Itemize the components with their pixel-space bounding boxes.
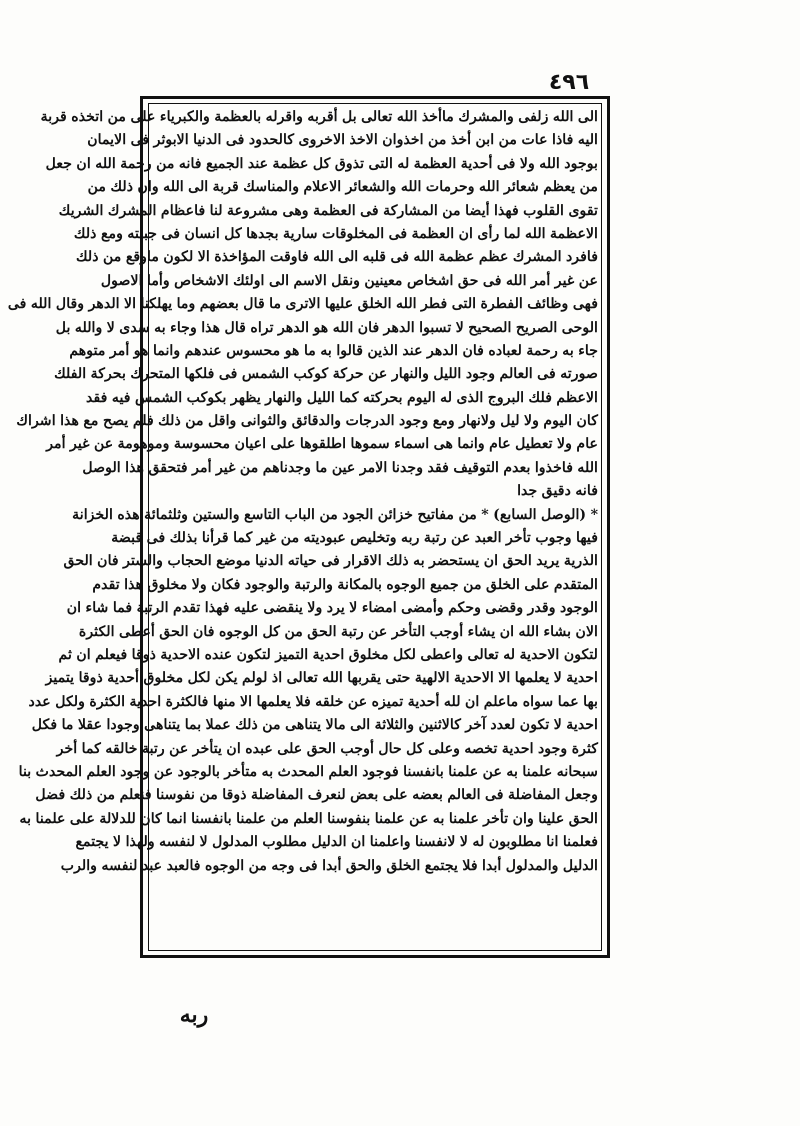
main-text-block xyxy=(7,106,598,878)
text-line: الاعظم فلك البروج الذى له اليوم بحركته كما الليل والنهار يظهر بكوكب الشمس فيه فقد xyxy=(86,389,598,406)
text-line: الله فاخذوا بعدم التوقيف فقد وجدنا الامر عين ما وجدناهم من غير أمر فتحقق هذا الوصل xyxy=(82,459,598,476)
text-line: الحق علينا وان تأخر علمنا به عن علمنا بنفوسنا العلم من علمنا بانفسنا انما كان للدلالة على علمنا به xyxy=(19,810,598,827)
text-line: لتكون الاحدية له تعالى واعطى لكل مخلوق احدية التميز لتكون عنده الاحدية ذوقا فيعلم ان ثم xyxy=(58,646,598,663)
text-line: كثرة وجود احدية تخصه وعلى كل حال أوجب الحق على عبده ان يتأخر عن رتبة خالقه كما أخر xyxy=(56,740,598,757)
text-line: اليه فاذا عات من ابن أخذ من اخذوان الاخذ الاخروى كالحدود فى الدنيا الابوثر فى الايمان xyxy=(87,132,598,149)
text-line: الاعظمة الله لما رأى ان العظمة فى المخلوقات سارية بجدها كل انسان فى جبلته ومع ذلك xyxy=(73,225,598,242)
text-line: فافرد المشرك عظم عظمة الله فى قلبه الى الله فاوقت المؤاخذة الا لكون ماوقع من ذلك xyxy=(75,249,598,266)
catchword: ربه xyxy=(179,1002,209,1028)
text-line: بوجود الله ولا فى أحدية العظمة له التى تذوق كل عظمة عند الجميع فانه من رحمة الله ان جعل xyxy=(45,155,598,172)
text-line: عن غير أمر الله فى حق اشخاص معينين ونقل الاسم الى اولئك الاشخاص وأما الاصول xyxy=(100,272,598,289)
text-line: وجعل المفاضلة فى العالم بعضه على بعض لنعرف المفاضلة ذوقا من نفوسنا فنعلم من ذلك فضل xyxy=(35,787,598,804)
text-line: الذرية يريد الحق ان يستحضر به ذلك الاقرار فى حياته الدنيا موضع الحجاب والستر فان الحق xyxy=(63,553,598,570)
text-line: * (الوصل السابع) * من مفاتيح خزائن الجود من الباب التاسع والستين وثلثمائة هذه الخزانة xyxy=(72,506,598,523)
text-line: جاء به رحمة لعباده فان الدهر عند الذين قالوا به ما هو محسوس عندهم وانما هو أمر متوهم xyxy=(69,342,598,359)
text-line: الان بشاء الله ان يشاء أوجب التأخر عن رتبة الحق من كل الوجوه فان الحق أعطى الكثرة xyxy=(78,623,598,640)
text-line: فعلمنا انا مطلوبون له لا لانفسنا واعلمنا ان الدليل مطلوب المدلول لا لنفسه ولهذا لا يجتمع xyxy=(75,834,598,851)
text-line: من يعظم شعائر الله وحرمات الله والشعائر الاعلام والمناسك قربة الى الله وان ذلك من xyxy=(87,179,598,196)
text-line: الدليل والمدلول أبدا فلا يجتمع الخلق والحق أبدا فى وجه من الوجوه فالعبد عبد لنفسه والرب xyxy=(60,857,598,874)
text-line: تقوى القلوب فهذا أيضا من المشاركة فى العظمة وهى مشروعة لنا فاعظام المشرك الشريك xyxy=(58,202,598,219)
text-line: الوحى الصريح الصحيح لا تسبوا الدهر فان الله هو الدهر تراه قال هذا وجاء به سدى لا والله بل xyxy=(55,319,598,336)
text-line: فهى وظائف الفطرة التى فطر الله الخلق عليها الاترى ما قال بعضهم وما يهلكنا الا الدهر وقال الله فى xyxy=(7,296,598,313)
text-line: احدية لا يعلمها الا الاحدية الالهية حتى يقربها الله تعالى اذ لولم يكن لكل مخلوق أحدية ذوقا يتميز xyxy=(45,670,598,687)
page-number: ٤٩٦ xyxy=(548,70,590,95)
text-line: فيها وجوب تأخر العبد عن رتبة ربه وتخليص عبوديته من غير كما قرأنا بذلك فى قبضة xyxy=(111,530,598,547)
text-line: صورته فى العالم وجود الليل والنهار عن حركة كوكب الشمس فى فلكها المتحرك بحركة الفلك xyxy=(54,366,598,383)
text-line: بها عما سواه ماعلم ان لله أحدية تميزه عن خلقه فلا يعلمها الا منها فالكثرة احدية الكثرة ولكل عدد xyxy=(28,693,598,710)
text-line: المتقدم على الخلق من جميع الوجوه بالمكانة والرتبة والوجود فكان ولا مخلوق هذا تقدم xyxy=(92,576,598,593)
text-line: كان اليوم ولا ليل ولانهار ومع وجود الدرجات والدقائق والثوانى واقل من ذلك فلم يصح مع هذا اشراك xyxy=(16,413,598,430)
text-line: الى الله زلفى والمشرك ماأخذ الله تعالى بل أقربه واقرله بالعظمة والكبرياء على من اتخذه قربة xyxy=(40,109,598,125)
text-line: فانه دقيق جدا xyxy=(517,483,598,500)
text-line: الوجود وقدر وقضى وحكم وأمضى امضاء لا يرد ولا ينقضى عليه فهذا تقدم الرتبة فما شاء ان xyxy=(66,600,598,617)
text-line: احدية لا تكون لعدد آخر كالاثنين والثلاثة الى مالا يتناهى من ذلك عملا بما يتناهى وجودا عقلا ما فكل xyxy=(31,717,598,734)
text-line: عام ولا تعطيل عام وانما هى اسماء سموها اطلقوها على اعيان محسوسة وموهومة عن غير أمر xyxy=(46,436,598,453)
text-line: سبحانه علمنا به عن علمنا بانفسنا فوجود العلم المحدث به متأخر بالوجود عن وجود العلم المحدث بنا xyxy=(18,763,598,780)
